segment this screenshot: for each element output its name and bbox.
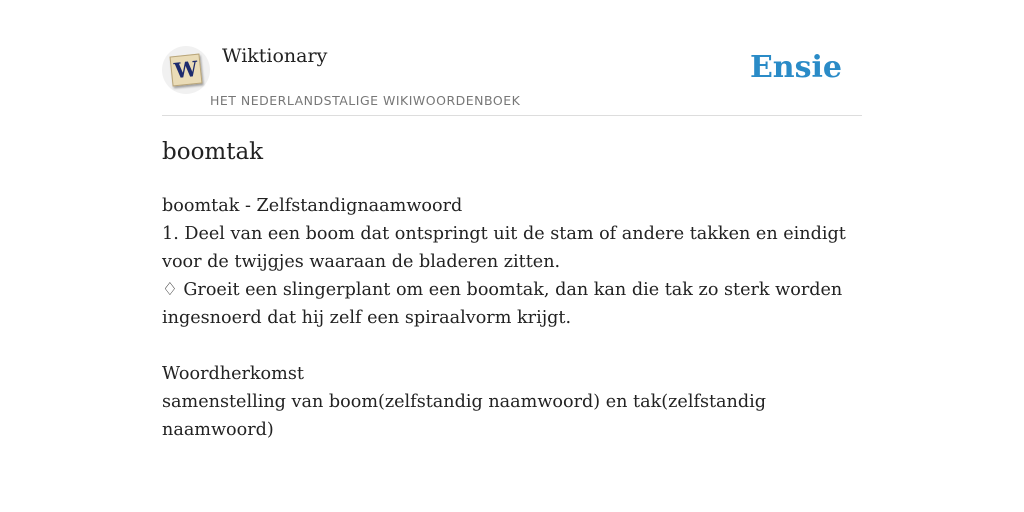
etymology-text: samenstelling van boom(zelfstandig naamwoord) en tak(zelfstandig naamwoord) xyxy=(162,392,767,440)
wiktionary-logo[interactable] xyxy=(162,46,210,94)
page-container xyxy=(162,0,862,512)
spacer xyxy=(162,332,862,360)
definition-text: 1. Deel van een boom dat ontspringt uit de stam of andere takken en eindigt voor de twijgjes waaraan de bladeren zitten. xyxy=(162,224,846,272)
ensie-brand-link[interactable]: Ensie xyxy=(749,50,842,85)
logo-tile-icon: W xyxy=(170,54,203,87)
page-title: boomtak xyxy=(162,139,264,165)
site-subtitle: HET NEDERLANDSTALIGE WIKIWOORDENBOEK xyxy=(210,93,521,108)
site-name[interactable]: Wiktionary xyxy=(222,45,328,67)
etymology-heading: Woordherkomst xyxy=(162,364,304,384)
word-type-line: boomtak - Zelfstandignaamwoord xyxy=(162,196,463,216)
example-text: ♢ Groeit een slingerplant om een boomtak, dan kan die tak zo sterk worden ingesnoerd dat hij zelf een spiraalvorm krijgt. xyxy=(162,280,843,328)
entry-content xyxy=(162,192,862,444)
site-header xyxy=(162,0,862,116)
